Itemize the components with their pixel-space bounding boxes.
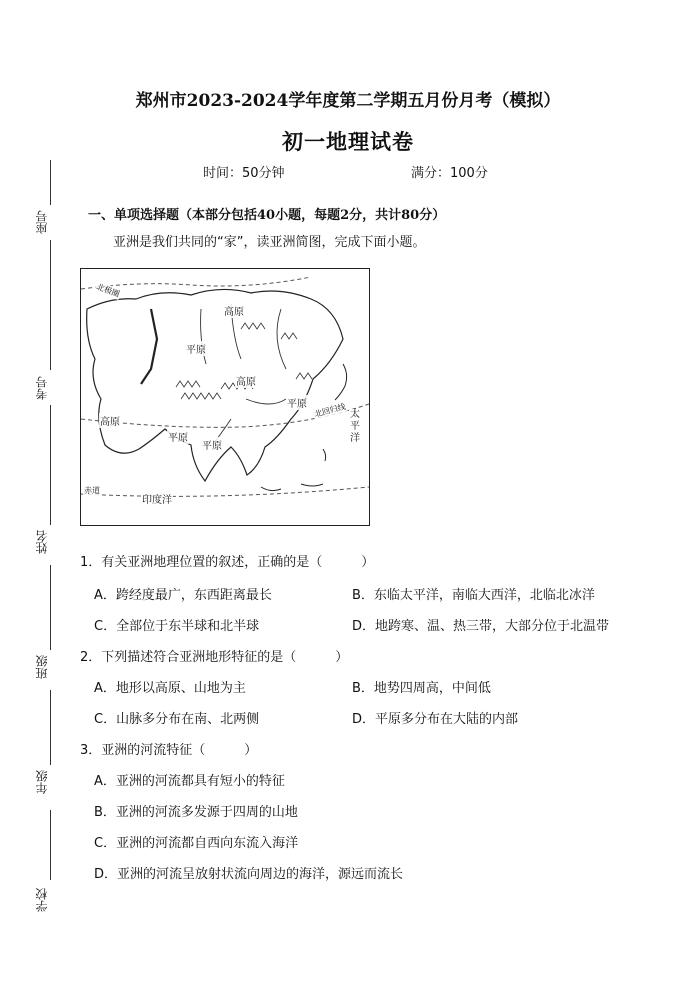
section-intro: 亚洲是我们共同的“家”，读亚洲简图，完成下面小题。	[113, 235, 426, 250]
map-label-arctic-circle: 北极圈	[95, 282, 121, 299]
question-1-option-b[interactable]: B．东临太平洋，南临大西洋，北临北冰洋	[352, 588, 595, 603]
exam-title: 郑州市2023-2024学年度第二学期五月份月考（模拟）	[135, 91, 561, 111]
question-2-option-d[interactable]: D．平原多分布在大陆的内部	[352, 712, 519, 727]
binding-line-3	[50, 405, 51, 525]
binding-line-1	[50, 160, 51, 205]
map-label-plateau-north: 高原	[223, 303, 245, 318]
map-label-plain-south-1: 平原	[167, 429, 189, 444]
map-label-pacific: 太平洋	[349, 409, 364, 445]
question-1-stem: 1．有关亚洲地理位置的叙述，正确的是（ ）	[80, 555, 375, 570]
grade-label: 年级	[35, 770, 49, 794]
section-heading: 一、单项选择题（本部分包括40小题，每题2分，共计80分）	[88, 208, 446, 223]
question-3-option-c[interactable]: C．亚洲的河流都自西向东流入海洋	[94, 836, 299, 851]
question-1-option-a[interactable]: A．跨经度最广，东西距离最长	[94, 588, 272, 603]
class-label: 班级	[35, 655, 49, 679]
question-2-option-b[interactable]: B．地势四周高，中间低	[352, 681, 491, 696]
map-label-plain-northeast: 平原	[286, 395, 308, 410]
asia-map	[80, 268, 370, 526]
question-1-option-d[interactable]: D．地跨寒、温、热三带，大部分位于北温带	[352, 619, 610, 634]
exam-subtitle: 初一地理试卷	[282, 129, 414, 154]
map-label-plateau-central: 高原	[235, 373, 257, 388]
map-label-plain-west-siberia: 平原	[185, 341, 207, 356]
question-3-option-d[interactable]: D．亚洲的河流呈放射状流向周边的海洋，源远而流长	[94, 867, 404, 882]
seat-number-label: 座号	[35, 210, 49, 234]
exam-number-label: 考号	[35, 376, 49, 400]
question-2-option-c[interactable]: C．山脉多分布在南、北两侧	[94, 712, 260, 727]
binding-line-5	[50, 690, 51, 765]
map-label-plain-south-2: 平原	[201, 437, 223, 452]
binding-line-2	[50, 240, 51, 370]
question-3-option-b[interactable]: B．亚洲的河流多发源于四周的山地	[94, 805, 298, 820]
binding-line-6	[50, 810, 51, 880]
school-label: 学校	[35, 888, 49, 912]
question-2-stem: 2．下列描述符合亚洲地形特征的是（ ）	[80, 650, 349, 665]
score-info: 满分：100分	[411, 166, 488, 181]
name-label: 姓名	[35, 530, 49, 554]
question-3-stem: 3．亚洲的河流特征（ ）	[80, 743, 258, 758]
binding-line-4	[50, 565, 51, 650]
question-1-option-c[interactable]: C．全部位于东半球和北半球	[94, 619, 260, 634]
question-3-option-a[interactable]: A．亚洲的河流都具有短小的特征	[94, 774, 285, 789]
map-label-tropic: 北回归线	[313, 402, 347, 419]
map-label-equator: 赤道	[84, 486, 100, 495]
map-label-indian-ocean: 印度洋	[141, 491, 173, 506]
time-info: 时间：50分钟	[203, 166, 285, 181]
question-2-option-a[interactable]: A．地形以高原、山地为主	[94, 681, 246, 696]
map-label-plateau-west: 高原	[99, 413, 121, 428]
